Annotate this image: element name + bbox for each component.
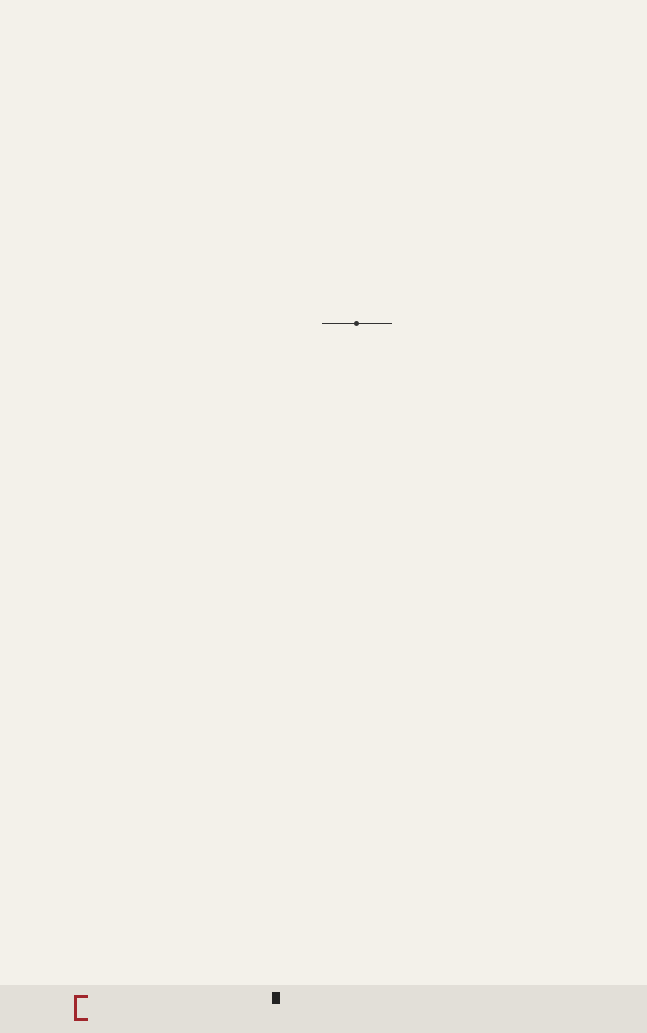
footer-bar [0,985,647,1033]
divider-ornament [354,321,359,326]
section-divider [322,323,392,324]
library-mark-icon [74,995,88,1021]
kunstbibliothek-mark-icon [272,992,280,1004]
